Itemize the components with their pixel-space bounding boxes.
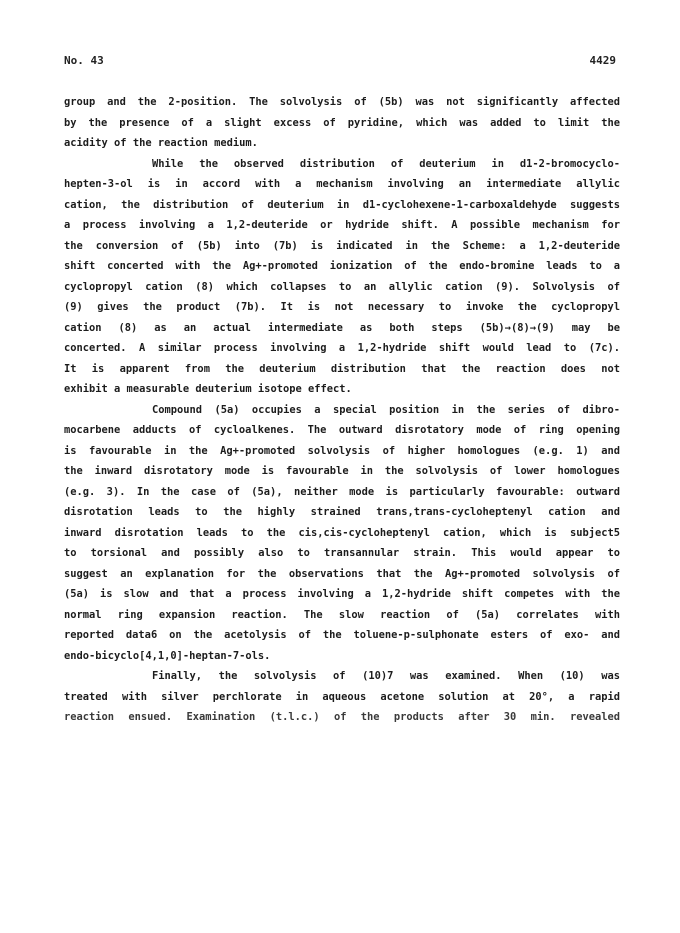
text-line: suggest an explanation for the observations that the Ag+-promoted solvolysis of <box>64 567 620 580</box>
text-line: (e.g. 3). In the case of (5a), neither mode is particularly favourable: outward <box>64 485 620 498</box>
text-line: by the presence of a slight excess of pyridine, which was added to limit the <box>64 116 620 129</box>
text-line: normal ring expansion reaction. The slow reaction of (5a) correlates with <box>64 608 620 621</box>
page-header <box>64 54 616 68</box>
text-line: a process involving a 1,2-deuteride or hydride shift. A possible mechanism for <box>64 219 620 231</box>
text-line: (5a) is slow and that a process involving a 1,2-hydride shift competes with the <box>64 588 620 600</box>
page-number: 4429 <box>589 54 616 67</box>
text-line: cyclopropyl cation (8) which collapses to an allylic cation (9). Solvolysis of <box>64 280 620 293</box>
text-line: It is apparent from the deuterium distribution that the reaction does not <box>64 362 620 375</box>
text-line: endo-bicyclo[4,1,0]-heptan-7-ols. <box>64 649 271 662</box>
text-line: the inward disrotatory mode is favourable in the solvolysis of lower homologues <box>64 465 620 477</box>
text-line: to torsional and possibly also to transannular strain. This would appear to <box>64 547 620 559</box>
text-line: acidity of the reaction medium. <box>64 137 258 149</box>
text-line: cation (8) as an actual intermediate as both steps (5b)→(8)→(9) may be <box>64 321 620 334</box>
journal-issue: No. 43 <box>64 54 104 67</box>
text-line: reaction ensued. Examination (t.l.c.) of the products after 30 min. revealed <box>64 711 620 723</box>
text-line: exhibit a measurable deuterium isotope effect. <box>64 383 352 395</box>
text-line: is favourable in the Ag+-promoted solvolysis of higher homologues (e.g. 1) and <box>64 444 620 457</box>
text-line: shift concerted with the Ag+-promoted ionization of the endo-bromine leads to a <box>64 260 620 272</box>
text-line: group and the 2-position. The solvolysis of (5b) was not significantly affected <box>64 96 620 108</box>
text-line: disrotation leads to the highly strained trans,trans-cycloheptenyl cation and <box>64 506 620 518</box>
text-line: Compound (5a) occupies a special position in the series of dibro- <box>152 403 620 416</box>
text-line: hepten-3-ol is in accord with a mechanism involving an intermediate allylic <box>64 178 620 190</box>
text-line: inward disrotation leads to the cis,cis-cycloheptenyl cation, which is subject5 <box>64 526 620 539</box>
body-text <box>64 92 620 728</box>
text-line: treated with silver perchlorate in aqueous acetone solution at 20°, a rapid <box>64 690 620 703</box>
text-line: the conversion of (5b) into (7b) is indicated in the Scheme: a 1,2-deuteride <box>64 239 620 252</box>
text-line: (9) gives the product (7b). It is not necessary to invoke the cyclopropyl <box>64 301 620 313</box>
text-line: cation, the distribution of deuterium in d1-cyclohexene-1-carboxaldehyde suggests <box>64 198 620 211</box>
text-line: mocarbene adducts of cycloalkenes. The outward disrotatory mode of ring opening <box>64 424 620 436</box>
text-line: concerted. A similar process involving a 1,2-hydride shift would lead to (7c). <box>64 342 620 354</box>
text-line: Finally, the solvolysis of (10)7 was examined. When (10) was <box>152 670 620 682</box>
text-line: reported data6 on the acetolysis of the toluene-p-sulphonate esters of exo- and <box>64 629 620 641</box>
text-line: While the observed distribution of deuterium in d1-2-bromocyclo- <box>152 157 620 170</box>
